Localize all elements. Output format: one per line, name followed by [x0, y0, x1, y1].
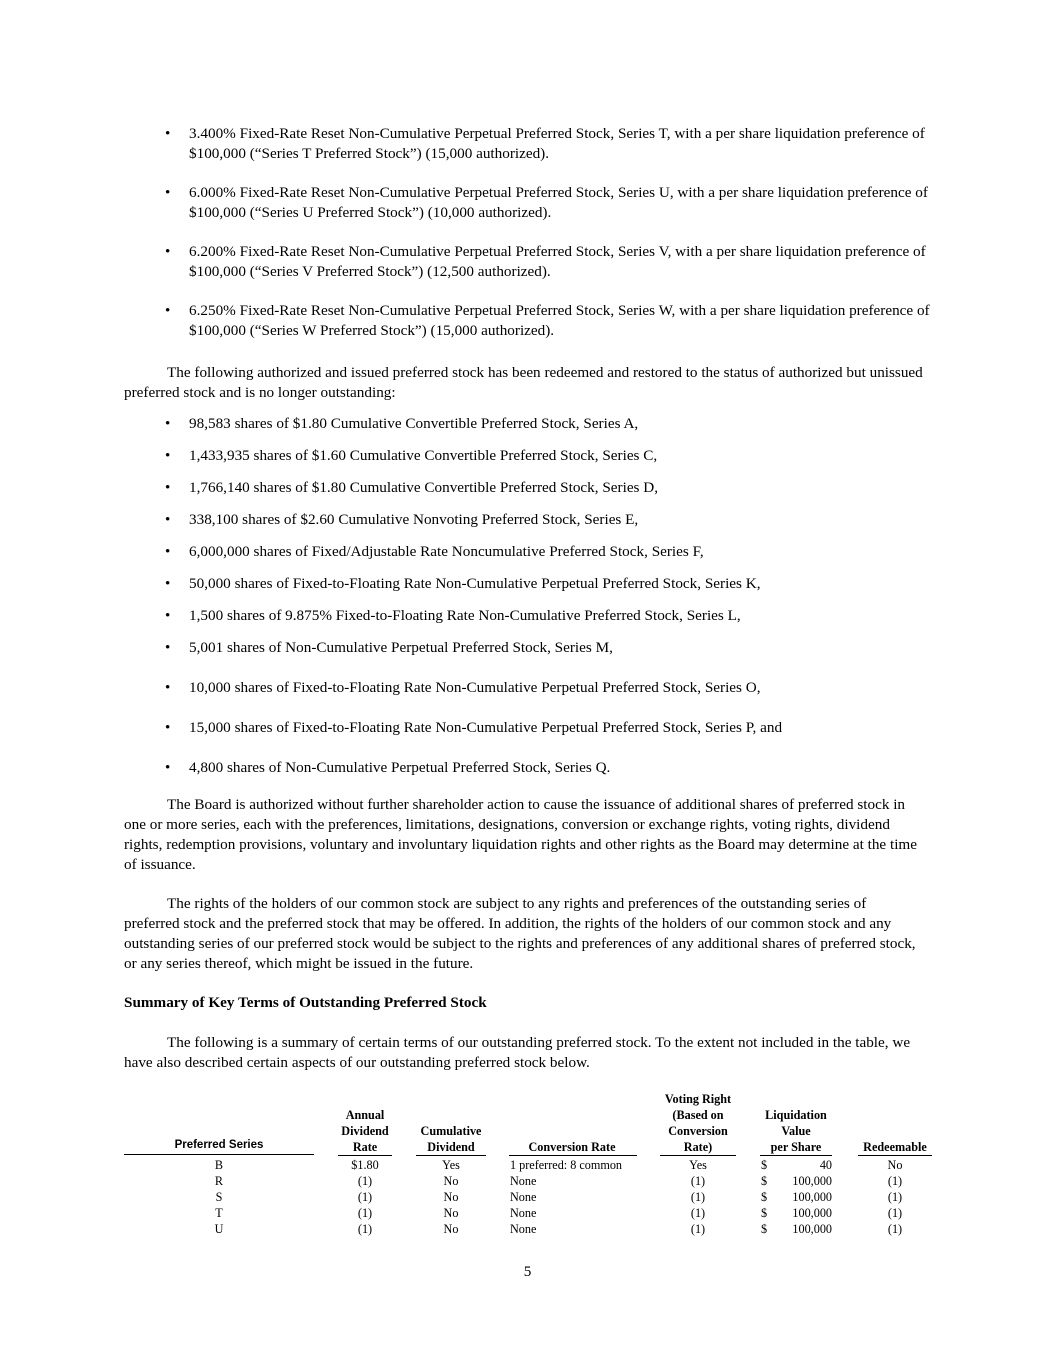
list-item: • 6.250% Fixed-Rate Reset Non-Cumulative Perpetual Preferred Stock, Series W, with a per share liquidation preference of $100,000 (“Series W Preferred Stock”) (15,000 authorized).	[124, 301, 944, 341]
redeemed-series-list	[124, 414, 944, 778]
cell-currency-symbol: $	[761, 1206, 768, 1220]
cell-dividend-rate: (1)	[357, 1174, 373, 1188]
list-item: • 1,500 shares of 9.875% Fixed-to-Floating Rate Non-Cumulative Preferred Stock, Series L,	[124, 606, 944, 626]
header-cumulative-line1: Cumulative	[420, 1124, 482, 1138]
cell-dividend-rate: (1)	[357, 1222, 373, 1236]
board-authority-paragraph: The Board is authorized without further shareholder action to cause the issuance of additional shares of preferred stock in one or more series, each with the preferences, limitations, designations, conversion or exchange rights, voting rights, dividend rights, redemption provisions, voluntary and involuntary liquidation rights and other rights as the Board may determine at the time of issuance.	[124, 796, 917, 873]
preferred-stock-terms-table	[0, 1090, 1055, 1240]
list-item: • 6.200% Fixed-Rate Reset Non-Cumulative Perpetual Preferred Stock, Series V, with a per share liquidation preference of $100,000 (“Series V Preferred Stock”) (12,500 authorized).	[124, 242, 944, 282]
section-heading: Summary of Key Terms of Outstanding Preferred Stock	[124, 994, 487, 1011]
header-voting-line2: (Based on	[672, 1108, 724, 1122]
list-item: • 98,583 shares of $1.80 Cumulative Convertible Preferred Stock, Series A,	[124, 414, 944, 434]
header-voting-line3: Conversion	[668, 1124, 728, 1138]
cell-voting-right: (1)	[690, 1174, 706, 1188]
list-item: • 50,000 shares of Fixed-to-Floating Rate Non-Cumulative Perpetual Preferred Stock, Series K,	[124, 574, 944, 594]
header-voting-line4: Rate)	[683, 1140, 713, 1154]
header-liquidation-line3: per Share	[770, 1140, 822, 1154]
cell-currency-symbol: $	[761, 1174, 768, 1188]
cell-cumulative: No	[443, 1190, 459, 1204]
cell-voting-right: (1)	[690, 1222, 706, 1236]
cell-series: B	[214, 1158, 224, 1172]
header-cumulative-line2: Dividend	[427, 1140, 475, 1154]
cell-liquidation-value: 100,000	[792, 1222, 832, 1236]
cell-liquidation-value: 40	[819, 1158, 832, 1172]
cell-series: S	[215, 1190, 223, 1204]
cell-conversion-rate: None	[510, 1190, 537, 1204]
header-redeemable: Redeemable	[863, 1140, 927, 1154]
cell-currency-symbol: $	[761, 1158, 768, 1172]
cell-cumulative: No	[443, 1174, 459, 1188]
header-underline	[858, 1155, 932, 1156]
header-underline	[660, 1155, 736, 1156]
list-item: • 6.000% Fixed-Rate Reset Non-Cumulative Perpetual Preferred Stock, Series U, with a per share liquidation preference of $100,000 (“Series U Preferred Stock”) (10,000 authorized).	[124, 183, 944, 223]
list-item: • 1,433,935 shares of $1.60 Cumulative Convertible Preferred Stock, Series C,	[124, 446, 944, 466]
header-underline	[416, 1155, 486, 1156]
list-item: • 6,000,000 shares of Fixed/Adjustable Rate Noncumulative Preferred Stock, Series F,	[124, 542, 944, 562]
cell-dividend-rate: (1)	[357, 1206, 373, 1220]
cell-dividend-rate: (1)	[357, 1190, 373, 1204]
list-item: • 15,000 shares of Fixed-to-Floating Rate Non-Cumulative Perpetual Preferred Stock, Series P, and	[124, 718, 944, 738]
authorized-series-list	[124, 124, 944, 360]
header-underline	[509, 1155, 637, 1156]
header-dividend-rate-line1: Annual	[345, 1108, 385, 1122]
cell-conversion-rate: None	[510, 1222, 537, 1236]
cell-dividend-rate: $1.80	[351, 1158, 379, 1172]
header-voting-line1: Voting Right	[664, 1092, 732, 1106]
list-item: • 1,766,140 shares of $1.80 Cumulative Convertible Preferred Stock, Series D,	[124, 478, 944, 498]
cell-redeemable: No	[887, 1158, 903, 1172]
header-dividend-rate-line3: Rate	[352, 1140, 378, 1154]
list-item: • 5,001 shares of Non-Cumulative Perpetual Preferred Stock, Series M,	[124, 638, 944, 658]
cell-liquidation-value: 100,000	[792, 1206, 832, 1220]
summary-intro-paragraph: The following is a summary of certain terms of our outstanding preferred stock. To the extent not included in the table, we have also described certain aspects of our outstanding preferred stock below.	[124, 1034, 911, 1071]
list-item: • 3.400% Fixed-Rate Reset Non-Cumulative Perpetual Preferred Stock, Series T, with a per share liquidation preference of $100,000 (“Series T Preferred Stock”) (15,000 authorized).	[124, 124, 944, 164]
cell-redeemable: (1)	[887, 1174, 903, 1188]
cell-series: U	[214, 1222, 224, 1236]
cell-currency-symbol: $	[761, 1190, 768, 1204]
list-item: • 338,100 shares of $2.60 Cumulative Nonvoting Preferred Stock, Series E,	[124, 510, 944, 530]
header-underline	[124, 1154, 314, 1155]
page-number: 5	[523, 1263, 532, 1280]
header-dividend-rate-line2: Dividend	[341, 1124, 389, 1138]
cell-conversion-rate: None	[510, 1174, 537, 1188]
cell-liquidation-value: 100,000	[792, 1174, 832, 1188]
header-conversion-rate: Conversion Rate	[528, 1140, 616, 1154]
header-underline	[760, 1155, 832, 1156]
cell-cumulative: Yes	[442, 1158, 460, 1172]
cell-cumulative: No	[443, 1206, 459, 1220]
cell-voting-right: (1)	[690, 1206, 706, 1220]
cell-series: R	[214, 1174, 224, 1188]
header-underline	[338, 1155, 392, 1156]
cell-conversion-rate: None	[510, 1206, 537, 1220]
cell-voting-right: Yes	[689, 1158, 707, 1172]
list-item: • 4,800 shares of Non-Cumulative Perpetual Preferred Stock, Series Q.	[124, 758, 944, 778]
cell-series: T	[215, 1206, 223, 1220]
header-preferred-series: Preferred Series	[174, 1139, 264, 1151]
cell-cumulative: No	[443, 1222, 459, 1236]
cell-currency-symbol: $	[761, 1222, 768, 1236]
cell-redeemable: (1)	[887, 1190, 903, 1204]
header-liquidation-line2: Value	[781, 1124, 811, 1138]
header-liquidation-line1: Liquidation	[765, 1108, 827, 1122]
list-item: • 10,000 shares of Fixed-to-Floating Rate Non-Cumulative Perpetual Preferred Stock, Series O,	[124, 678, 944, 698]
redeemed-intro-paragraph: The following authorized and issued preferred stock has been redeemed and restored to the status of authorized but unissued preferred stock and is no longer outstanding:	[124, 364, 923, 401]
cell-voting-right: (1)	[690, 1190, 706, 1204]
cell-conversion-rate: 1 preferred: 8 common	[510, 1158, 623, 1172]
cell-liquidation-value: 100,000	[792, 1190, 832, 1204]
cell-redeemable: (1)	[887, 1222, 903, 1236]
common-stock-rights-paragraph: The rights of the holders of our common stock are subject to any rights and preferences of the outstanding series of preferred stock and the preferred stock that may be offered. In addition, the rights of the holders of our common stock and any outstanding series of our preferred stock would be subject to the rights and preferences of any additional shares of preferred stock, or any series thereof, which might be issued in the future.	[124, 895, 916, 972]
cell-redeemable: (1)	[887, 1206, 903, 1220]
